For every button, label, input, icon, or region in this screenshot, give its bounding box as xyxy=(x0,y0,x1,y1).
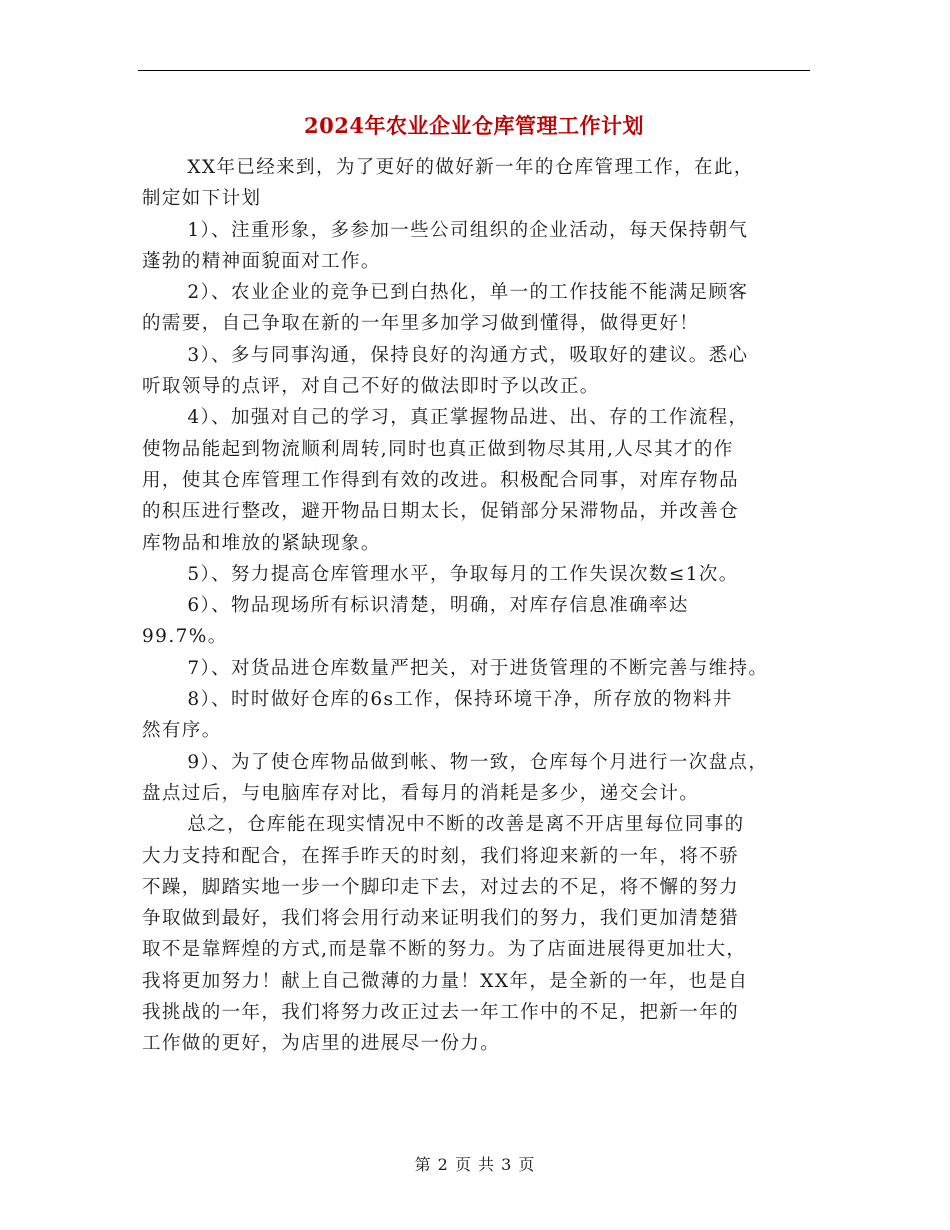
paragraph-line: 的需要，自己争取在新的一年里多加学习做到懂得，做得更好！ xyxy=(142,313,700,335)
paragraph-line: 盘点过后，与电脑库存对比，看每月的消耗是多少，递交会计。 xyxy=(142,782,700,804)
page-number-footer: 第 2 页 共 3 页 xyxy=(414,1155,536,1174)
paragraph-line: 听取领导的点评，对自己不好的做法即时予以改正。 xyxy=(142,376,600,398)
paragraph-intro xyxy=(142,152,832,215)
paragraph-item-3 xyxy=(142,340,832,403)
paragraph-item-6 xyxy=(142,590,832,653)
paragraph-item-5 xyxy=(142,559,832,590)
paragraph-line: 我挑战的一年，我们将努力改正过去一年工作中的不足，把新一年的 xyxy=(142,1002,740,1024)
header-rule xyxy=(138,70,810,71)
paragraph-line: 大力支持和配合，在挥手昨天的时刻，我们将迎来新的一年，将不骄 xyxy=(142,845,740,867)
paragraph-line: 我将更加努力！献上自己微薄的力量！XX年，是全新的一年，也是自 xyxy=(142,970,749,992)
paragraph-line: 8）、时时做好仓库的6s工作，保持环境干净，所存放的物料井 xyxy=(187,689,733,711)
paragraph-line: 然有序。 xyxy=(142,720,222,742)
document-title: 2024年农业企业仓库管理工作计划 xyxy=(304,113,644,138)
document-body xyxy=(142,152,832,1060)
paragraph-line: 2）、农业企业的竞争已到白热化，单一的工作技能不能满足顾客 xyxy=(187,282,749,304)
paragraph-item-7 xyxy=(142,653,832,684)
paragraph-line: 不躁，脚踏实地一步一个脚印走下去，对过去的不足，将不懈的努力 xyxy=(142,876,740,898)
paragraph-line: 99.7%。 xyxy=(142,626,228,648)
paragraph-line: 总之，仓库能在现实情况中不断的改善是离不开店里每位同事的 xyxy=(187,814,745,836)
paragraph-item-9 xyxy=(142,747,832,810)
paragraph-line: 9）、为了使仓库物品做到帐、物一致，仓库每个月进行一次盘点， xyxy=(187,751,769,773)
paragraph-item-8 xyxy=(142,684,832,747)
paragraph-line: 的积压进行整改，避开物品日期太长，促销部分呆滞物品，并改善仓 xyxy=(142,501,740,523)
paragraph-line: 4）、加强对自己的学习，真正掌握物品进、出、存的工作流程， xyxy=(187,407,749,429)
paragraph-line: 取不是靠辉煌的方式,而是靠不断的努力。为了店面进展得更加壮大， xyxy=(142,939,747,961)
paragraph-summary xyxy=(142,809,832,1059)
paragraph-line: XX年已经来到，为了更好的做好新一年的仓库管理工作，在此， xyxy=(187,157,754,178)
paragraph-item-2 xyxy=(142,277,832,340)
paragraph-line: 库物品和堆放的紧缺现象。 xyxy=(142,532,381,554)
paragraph-line: 3）、多与同事沟通，保持良好的沟通方式，吸取好的建议。悉心 xyxy=(187,344,749,366)
paragraph-line: 用，使其仓库管理工作得到有效的改进。积极配合同事，对库存物品 xyxy=(142,469,740,491)
paragraph-line: 争取做到最好，我们将会用行动来证明我们的努力，我们更加清楚猎 xyxy=(142,908,740,930)
paragraph-item-1 xyxy=(142,215,832,278)
paragraph-line: 6）、物品现场所有标识清楚，明确，对库存信息准确率达 xyxy=(187,595,689,617)
paragraph-line: 蓬勃的精神面貌面对工作。 xyxy=(142,250,381,272)
paragraph-line: 制定如下计划 xyxy=(142,188,262,210)
paragraph-line: 工作做的更好，为店里的进展尽一份力。 xyxy=(142,1033,501,1055)
paragraph-line: 使物品能起到物流顺利周转,同时也真正做到物尽其用,人尽其才的作 xyxy=(142,438,734,460)
paragraph-line: 7）、对货品进仓库数量严把关，对于进货管理的不断完善与维持。 xyxy=(187,657,769,679)
paragraph-line: 1）、注重形象，多参加一些公司组织的企业活动，每天保持朝气 xyxy=(187,219,749,241)
paragraph-item-4 xyxy=(142,402,832,558)
paragraph-line: 5）、努力提高仓库管理水平，争取每月的工作失误次数≤1次。 xyxy=(187,563,739,585)
